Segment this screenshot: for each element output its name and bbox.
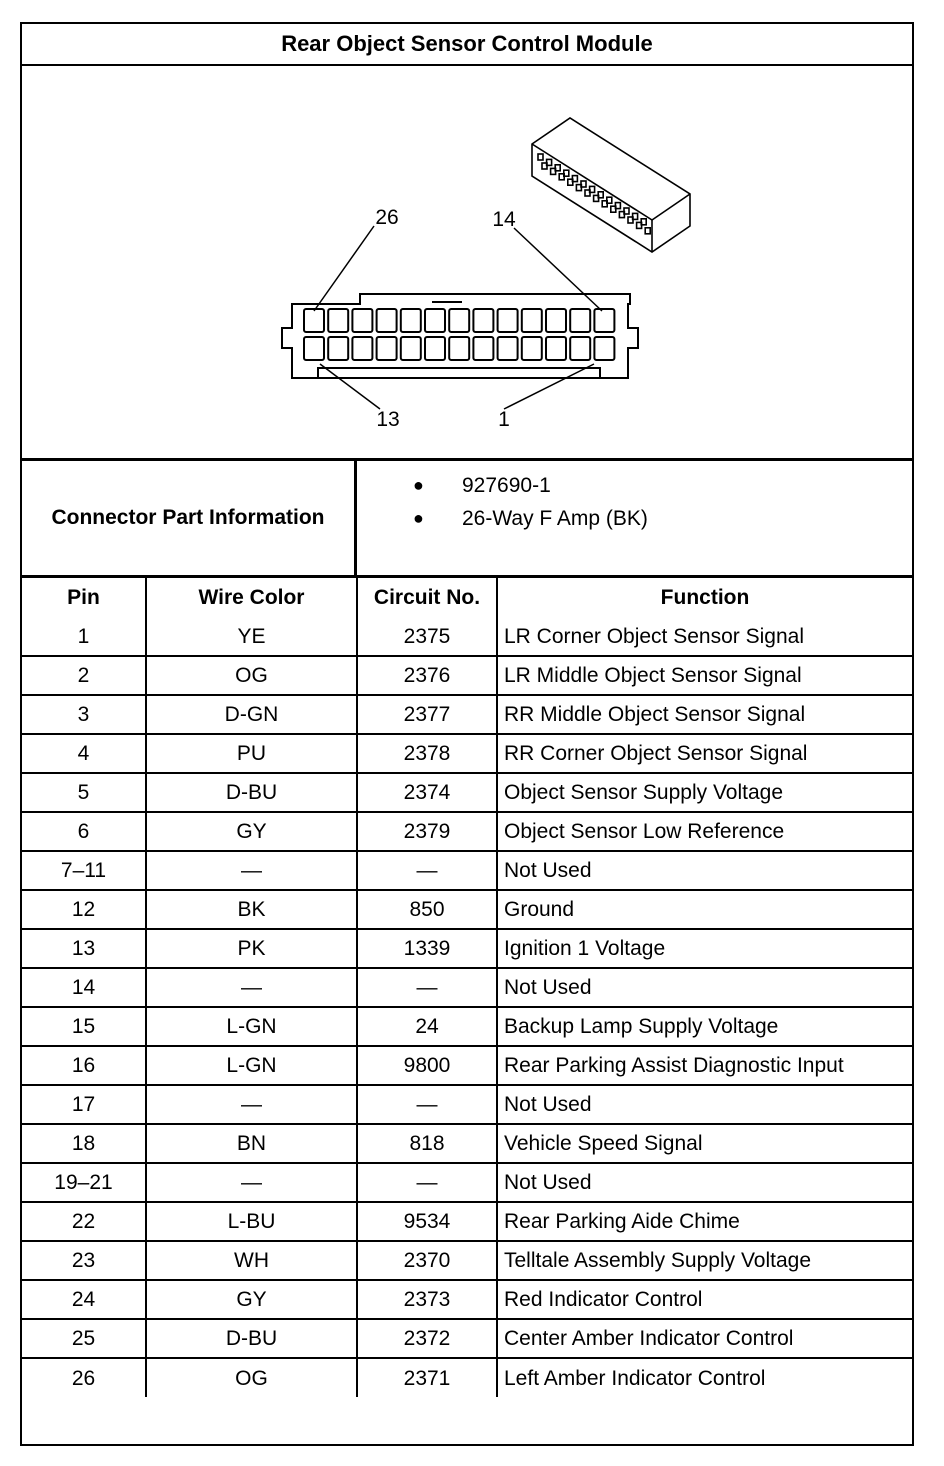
table-row bbox=[22, 656, 912, 695]
circuit-no-cell: 850 bbox=[357, 890, 497, 929]
wire-color-cell: L-BU bbox=[146, 1202, 357, 1241]
header-pin: Pin bbox=[22, 578, 146, 617]
function-cell: Red Indicator Control bbox=[497, 1280, 912, 1319]
pin-cell: 14 bbox=[22, 968, 146, 1007]
function-cell: Telltale Assembly Supply Voltage bbox=[497, 1241, 912, 1280]
connector-3d-view bbox=[532, 118, 690, 252]
pin-cell: 26 bbox=[22, 1358, 146, 1397]
wire-color-cell: GY bbox=[146, 1280, 357, 1319]
pin-cell: 15 bbox=[22, 1007, 146, 1046]
connector-part-label: Connector Part Information bbox=[22, 461, 357, 575]
function-cell: Backup Lamp Supply Voltage bbox=[497, 1007, 912, 1046]
pin-cell: 25 bbox=[22, 1319, 146, 1358]
pin-cell: 1 bbox=[22, 617, 146, 656]
circuit-no-cell: — bbox=[357, 1163, 497, 1202]
wire-color-cell: — bbox=[146, 1163, 357, 1202]
pin-cell: 12 bbox=[22, 890, 146, 929]
pin-cell: 22 bbox=[22, 1202, 146, 1241]
pin-cell: 23 bbox=[22, 1241, 146, 1280]
circuit-no-cell: — bbox=[357, 968, 497, 1007]
module-title: Rear Object Sensor Control Module bbox=[22, 24, 912, 66]
wire-color-cell: BN bbox=[146, 1124, 357, 1163]
pin-cell: 7–11 bbox=[22, 851, 146, 890]
circuit-no-cell: 2375 bbox=[357, 617, 497, 656]
callout-pin-26: 26 bbox=[375, 206, 399, 229]
connector-type-item bbox=[357, 502, 912, 535]
header-function: Function bbox=[497, 578, 912, 617]
pin-cell: 24 bbox=[22, 1280, 146, 1319]
part-number: 927690-1 bbox=[462, 474, 551, 497]
function-cell: Not Used bbox=[497, 1085, 912, 1124]
connector-part-info bbox=[22, 461, 912, 578]
wire-color-cell: L-GN bbox=[146, 1046, 357, 1085]
circuit-no-cell: 2370 bbox=[357, 1241, 497, 1280]
table-row bbox=[22, 773, 912, 812]
wire-color-cell: — bbox=[146, 1085, 357, 1124]
function-cell: Not Used bbox=[497, 851, 912, 890]
function-cell: Object Sensor Low Reference bbox=[497, 812, 912, 851]
function-cell: Center Amber Indicator Control bbox=[497, 1319, 912, 1358]
wire-color-cell: YE bbox=[146, 617, 357, 656]
circuit-no-cell: — bbox=[357, 1085, 497, 1124]
pin-cell: 18 bbox=[22, 1124, 146, 1163]
pin-cell: 5 bbox=[22, 773, 146, 812]
circuit-no-cell: 24 bbox=[357, 1007, 497, 1046]
connector-diagram bbox=[22, 66, 912, 461]
circuit-no-cell: 2376 bbox=[357, 656, 497, 695]
table-row bbox=[22, 1202, 912, 1241]
wire-color-cell: PK bbox=[146, 929, 357, 968]
table-row bbox=[22, 1280, 912, 1319]
circuit-no-cell: 2379 bbox=[357, 812, 497, 851]
wire-color-cell: L-GN bbox=[146, 1007, 357, 1046]
table-row bbox=[22, 1358, 912, 1397]
function-cell: Vehicle Speed Signal bbox=[497, 1124, 912, 1163]
table-row bbox=[22, 1046, 912, 1085]
bullet-icon: ● bbox=[413, 508, 424, 528]
table-row bbox=[22, 851, 912, 890]
circuit-no-cell: 2371 bbox=[357, 1358, 497, 1397]
table-row bbox=[22, 1319, 912, 1358]
function-cell: RR Corner Object Sensor Signal bbox=[497, 734, 912, 773]
wire-color-cell: BK bbox=[146, 890, 357, 929]
header-row bbox=[22, 578, 912, 617]
wire-color-cell: OG bbox=[146, 1358, 357, 1397]
header-wire-color: Wire Color bbox=[146, 578, 357, 617]
table-row bbox=[22, 734, 912, 773]
connector-face bbox=[282, 294, 638, 378]
table-row bbox=[22, 812, 912, 851]
pin-cell: 19–21 bbox=[22, 1163, 146, 1202]
table-row bbox=[22, 1085, 912, 1124]
table-row bbox=[22, 617, 912, 656]
function-cell: Ground bbox=[497, 890, 912, 929]
header-circuit-no: Circuit No. bbox=[357, 578, 497, 617]
connector-type: 26-Way F Amp (BK) bbox=[462, 507, 648, 530]
table-row bbox=[22, 929, 912, 968]
circuit-no-cell: 1339 bbox=[357, 929, 497, 968]
table-row bbox=[22, 968, 912, 1007]
pin-cell: 6 bbox=[22, 812, 146, 851]
pin-cell: 13 bbox=[22, 929, 146, 968]
wire-color-cell: D-GN bbox=[146, 695, 357, 734]
wire-color-cell: D-BU bbox=[146, 1319, 357, 1358]
function-cell: Rear Parking Aide Chime bbox=[497, 1202, 912, 1241]
callout-pin-1: 1 bbox=[498, 408, 510, 431]
callout-pin-14: 14 bbox=[492, 208, 516, 231]
wire-color-cell: GY bbox=[146, 812, 357, 851]
wire-color-cell: — bbox=[146, 851, 357, 890]
connector-sheet bbox=[20, 22, 914, 1446]
wire-color-cell: WH bbox=[146, 1241, 357, 1280]
pin-cell: 16 bbox=[22, 1046, 146, 1085]
wire-color-cell: PU bbox=[146, 734, 357, 773]
function-cell: Ignition 1 Voltage bbox=[497, 929, 912, 968]
function-cell: RR Middle Object Sensor Signal bbox=[497, 695, 912, 734]
function-cell: Left Amber Indicator Control bbox=[497, 1358, 912, 1397]
table-row bbox=[22, 1124, 912, 1163]
function-cell: Rear Parking Assist Diagnostic Input bbox=[497, 1046, 912, 1085]
function-cell: Not Used bbox=[497, 1163, 912, 1202]
wire-color-cell: — bbox=[146, 968, 357, 1007]
part-number-item bbox=[357, 469, 912, 502]
circuit-no-cell: 9534 bbox=[357, 1202, 497, 1241]
table-row bbox=[22, 890, 912, 929]
circuit-no-cell: 2378 bbox=[357, 734, 497, 773]
wire-color-cell: D-BU bbox=[146, 773, 357, 812]
function-cell: LR Middle Object Sensor Signal bbox=[497, 656, 912, 695]
wire-color-cell: OG bbox=[146, 656, 357, 695]
connector-face-drawing bbox=[22, 66, 912, 458]
function-cell: LR Corner Object Sensor Signal bbox=[497, 617, 912, 656]
circuit-no-cell: 2373 bbox=[357, 1280, 497, 1319]
table-row bbox=[22, 1007, 912, 1046]
connector-part-list bbox=[357, 469, 912, 535]
pin-cell: 2 bbox=[22, 656, 146, 695]
circuit-no-cell: 2372 bbox=[357, 1319, 497, 1358]
table-row bbox=[22, 695, 912, 734]
function-cell: Not Used bbox=[497, 968, 912, 1007]
function-cell: Object Sensor Supply Voltage bbox=[497, 773, 912, 812]
table-row bbox=[22, 1241, 912, 1280]
circuit-no-cell: 818 bbox=[357, 1124, 497, 1163]
pin-cell: 4 bbox=[22, 734, 146, 773]
circuit-no-cell: 2374 bbox=[357, 773, 497, 812]
callout-pin-13: 13 bbox=[376, 408, 400, 431]
circuit-no-cell: 9800 bbox=[357, 1046, 497, 1085]
bullet-icon: ● bbox=[413, 475, 424, 495]
pin-cell: 3 bbox=[22, 695, 146, 734]
circuit-no-cell: — bbox=[357, 851, 497, 890]
circuit-no-cell: 2377 bbox=[357, 695, 497, 734]
pinout-table bbox=[22, 578, 912, 1397]
table-row bbox=[22, 1163, 912, 1202]
pin-cell: 17 bbox=[22, 1085, 146, 1124]
